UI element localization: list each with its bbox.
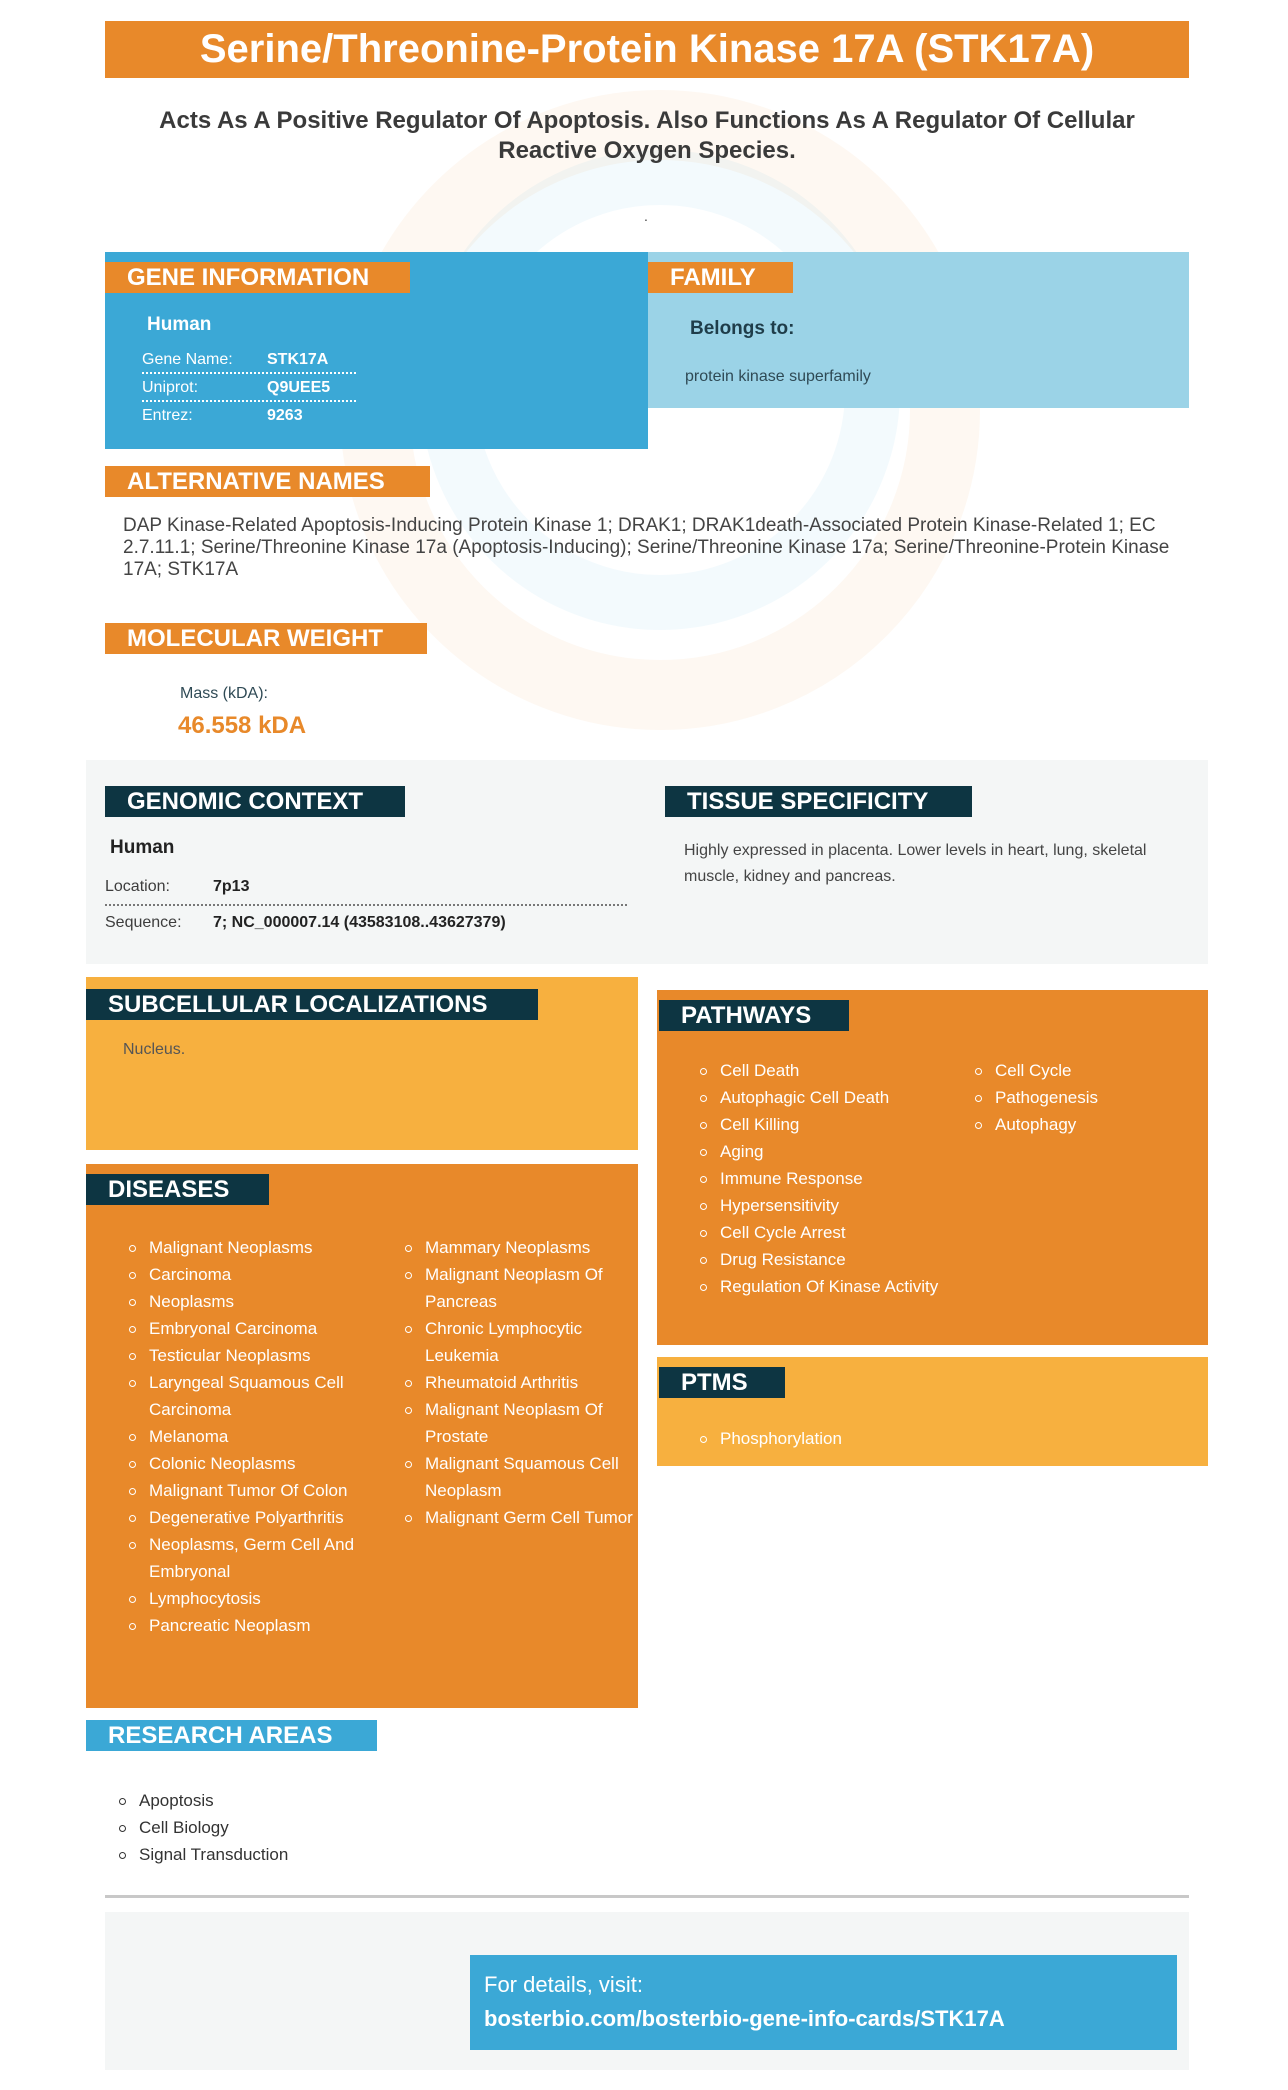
page-subtitle: Acts As A Positive Regulator Of Apoptosis. Also Functions As A Regulator Of Cellular Reactive Oxygen Species. (159, 107, 1135, 164)
gene-information-panel (105, 252, 648, 449)
gene-species: Human (147, 314, 212, 335)
details-url-link[interactable]: bosterbio.com/bosterbio-gene-info-cards/STK17A (484, 2006, 1005, 2031)
family-value: protein kinase superfamily (685, 368, 871, 385)
page-title: Serine/Threonine-Protein Kinase 17A (STK17A) (105, 21, 1189, 78)
disease-item: Pancreatic Neoplasm (129, 1612, 369, 1639)
research-areas-list (119, 1787, 519, 1868)
family-belongs-label: Belongs to: (690, 318, 795, 339)
disease-item: Malignant Neoplasm Of Pancreas (405, 1261, 635, 1315)
pathway-item: Hypersensitivity (700, 1192, 940, 1219)
pathway-item: Pathogenesis (975, 1084, 1195, 1111)
pathway-item: Immune Response (700, 1165, 940, 1192)
location-value: 7p13 (213, 878, 250, 895)
ptms-heading: PTMS (659, 1367, 785, 1398)
family-heading: FAMILY (648, 262, 793, 293)
entrez-value: 9263 (267, 407, 303, 424)
uniprot-value: Q9UEE5 (267, 379, 331, 396)
pathways-list-col1 (700, 1057, 940, 1300)
subcellular-panel (86, 977, 638, 1150)
gene-name-value: STK17A (267, 351, 329, 368)
research-area-item: Apoptosis (119, 1787, 519, 1814)
research-area-item: Signal Transduction (119, 1841, 519, 1868)
pathway-item: Cell Killing (700, 1111, 940, 1138)
pathways-panel (657, 990, 1208, 1345)
pathway-item: Regulation Of Kinase Activity (700, 1273, 940, 1300)
alternative-names-text: DAP Kinase-Related Apoptosis-Inducing Protein Kinase 1; DRAK1; DRAK1death-Associated Protein Kinase-Related 1; EC 2.7.11.1; Serine/Threonine Kinase 17a (Apoptosis-Inducing); Serine/Threonine Kinase 17a; Serine/Threonine-Protein Kinase 17A; STK17A (123, 515, 1170, 580)
ptms-panel (657, 1357, 1208, 1466)
details-label: For details, visit: (484, 1972, 643, 1997)
diseases-panel (86, 1164, 638, 1708)
pathway-item: Autophagy (975, 1111, 1195, 1138)
ptm-item: Phosphorylation (700, 1425, 1000, 1452)
disease-item: Embryonal Carcinoma (129, 1315, 369, 1342)
disease-item: Mammary Neoplasms (405, 1234, 635, 1261)
pathway-item: Cell Cycle Arrest (700, 1219, 940, 1246)
disease-item: Lymphocytosis (129, 1585, 369, 1612)
disease-item: Testicular Neoplasms (129, 1342, 369, 1369)
mass-value: 46.558 kDA (178, 712, 307, 739)
tissue-specificity-text: Highly expressed in placenta. Lower levels in heart, lung, skeletal muscle, kidney and pancreas. (684, 842, 1147, 885)
disease-item: Neoplasms, Germ Cell And Embryonal (129, 1531, 369, 1585)
disease-item: Carcinoma (129, 1261, 369, 1288)
details-link-box[interactable] (470, 1955, 1177, 2050)
pathways-heading: PATHWAYS (659, 1000, 849, 1031)
entrez-row (142, 402, 356, 430)
genomic-context-heading: GENOMIC CONTEXT (105, 786, 405, 817)
pathway-item: Autophagic Cell Death (700, 1084, 940, 1111)
disease-item: Colonic Neoplasms (129, 1450, 369, 1477)
disease-item: Malignant Germ Cell Tumor (405, 1504, 635, 1531)
uniprot-row (142, 374, 356, 402)
disease-item: Malignant Squamous Cell Neoplasm (405, 1450, 635, 1504)
diseases-list-col2 (405, 1234, 635, 1531)
disease-item: Malignant Tumor Of Colon (129, 1477, 369, 1504)
uniprot-label: Uniprot: (142, 379, 199, 396)
sequence-label: Sequence: (105, 914, 182, 931)
sequence-value: 7; NC_000007.14 (43583108..43627379) (213, 914, 506, 931)
ptms-list (700, 1425, 1000, 1452)
disease-item: Rheumatoid Arthritis (405, 1369, 635, 1396)
genomic-species: Human (110, 837, 175, 858)
separator-dot: . (644, 208, 648, 224)
disease-item: Chronic Lymphocytic Leukemia (405, 1315, 635, 1369)
gene-name-row (142, 346, 356, 374)
disease-item: Laryngeal Squamous Cell Carcinoma (129, 1369, 369, 1423)
pathways-list-col2 (975, 1057, 1195, 1138)
disease-item: Malignant Neoplasm Of Prostate (405, 1396, 635, 1450)
pathway-item: Cell Cycle (975, 1057, 1195, 1084)
disease-item: Malignant Neoplasms (129, 1234, 369, 1261)
pathway-item: Cell Death (700, 1057, 940, 1084)
gene-name-label: Gene Name: (142, 351, 233, 368)
location-row (105, 872, 627, 906)
diseases-list-col1 (129, 1234, 369, 1639)
tissue-specificity-heading: TISSUE SPECIFICITY (665, 786, 972, 817)
sequence-row (105, 908, 627, 938)
research-area-item: Cell Biology (119, 1814, 519, 1841)
molecular-weight-heading: MOLECULAR WEIGHT (105, 623, 427, 654)
gene-information-heading: GENE INFORMATION (105, 262, 410, 293)
family-panel (648, 252, 1189, 408)
disease-item: Neoplasms (129, 1288, 369, 1315)
research-areas-heading: RESEARCH AREAS (86, 1720, 377, 1751)
disease-item: Degenerative Polyarthritis (129, 1504, 369, 1531)
subcellular-heading: SUBCELLULAR LOCALIZATIONS (86, 989, 538, 1020)
subcellular-text: Nucleus. (123, 1041, 186, 1058)
mass-label: Mass (kDA): (180, 685, 268, 702)
alternative-names-heading: ALTERNATIVE NAMES (105, 466, 430, 497)
pathway-item: Aging (700, 1138, 940, 1165)
location-label: Location: (105, 878, 170, 895)
footer-divider (105, 1895, 1189, 1898)
pathway-item: Drug Resistance (700, 1246, 940, 1273)
diseases-heading: DISEASES (86, 1174, 269, 1205)
disease-item: Melanoma (129, 1423, 369, 1450)
entrez-label: Entrez: (142, 407, 193, 424)
